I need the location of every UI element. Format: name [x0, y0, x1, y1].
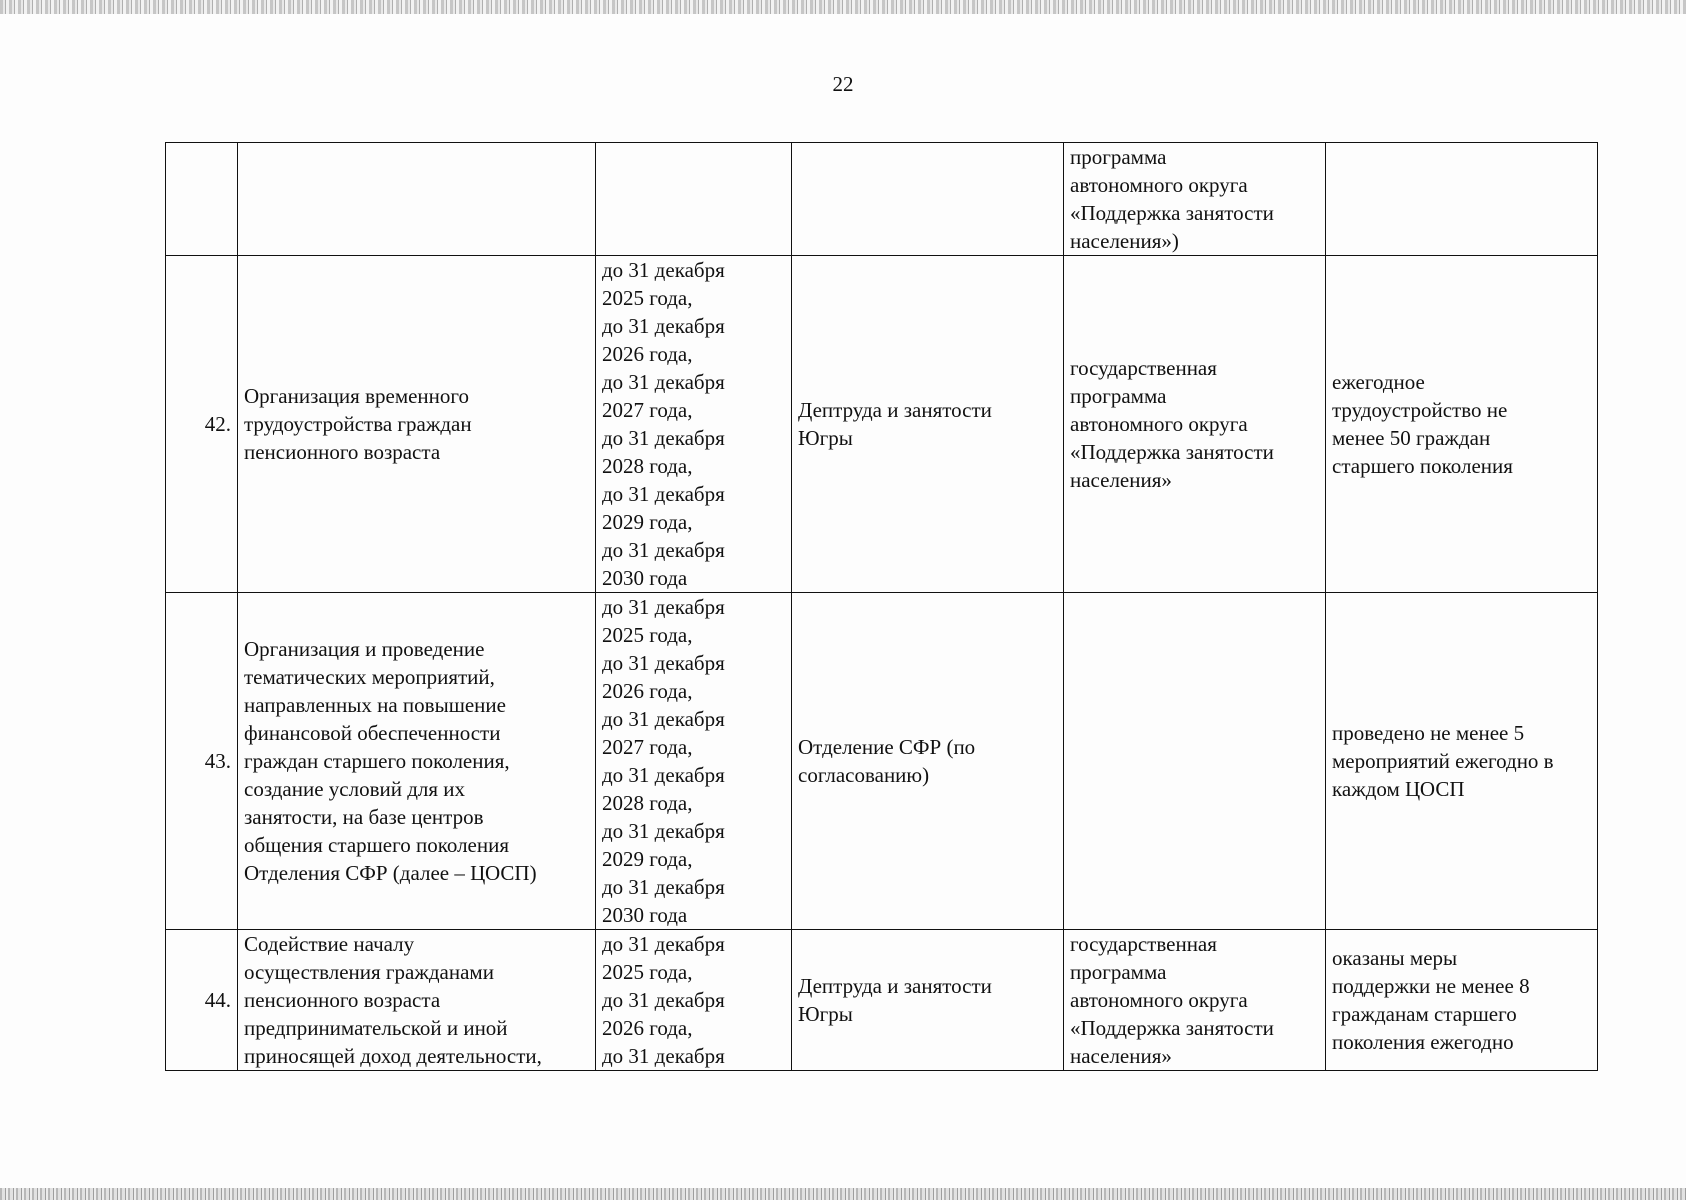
measure-text: Содействие началу осуществления гражданами пенсионного возраста предпринимательской и иной приносящей доход деятельности,	[244, 932, 542, 1068]
program-text: программа автономного округа «Поддержка занятости населения»)	[1070, 145, 1274, 253]
row-number-cell	[166, 143, 238, 256]
program-cell	[1064, 593, 1326, 930]
result-text: оказаны меры поддержки не менее 8 гражданам старшего поколения ежегодно	[1332, 946, 1530, 1054]
measure-text: Организация временного трудоустройства граждан пенсионного возраста	[244, 384, 472, 464]
executor-cell	[792, 256, 1064, 593]
measure-cell	[238, 256, 596, 593]
result-cell	[1326, 256, 1598, 593]
row-number-cell	[166, 930, 238, 1071]
row-number: 43.	[204, 749, 231, 773]
deadline-text: до 31 декабря 2025 года, до 31 декабря 2026 года, до 31 декабря 2027 года, до 31 декабря 2028 года, до 31 декабря 2029 года, до 31 декабря 2030 года	[602, 595, 725, 927]
executor-cell	[792, 143, 1064, 256]
program-text: государственная программа автономного округа «Поддержка занятости населения»	[1070, 356, 1274, 492]
scan-edge-bottom	[0, 1188, 1686, 1200]
measures-table	[165, 142, 1598, 1071]
row-number-cell	[166, 256, 238, 593]
scan-edge-top	[0, 0, 1686, 14]
page-number: 22	[832, 72, 854, 96]
measure-text: Организация и проведение тематических мероприятий, направленных на повышение финансовой обеспеченности граждан старшего поколения, создание условий для их занятости, на базе центров общения старшего поколения Отделения СФР (далее – ЦОСП)	[244, 637, 537, 885]
executor-cell	[792, 593, 1064, 930]
row-number: 44.	[204, 988, 231, 1012]
measure-cell	[238, 930, 596, 1071]
table-row	[166, 256, 1598, 593]
executor-cell	[792, 930, 1064, 1071]
measure-cell	[238, 593, 596, 930]
result-cell	[1326, 930, 1598, 1071]
program-text: государственная программа автономного округа «Поддержка занятости населения»	[1070, 932, 1274, 1068]
row-number-cell	[166, 593, 238, 930]
table-row	[166, 930, 1598, 1071]
deadline-cell	[596, 256, 792, 593]
deadline-text: до 31 декабря 2025 года, до 31 декабря 2026 года, до 31 декабря 2027 года, до 31 декабря 2028 года, до 31 декабря 2029 года, до 31 декабря 2030 года	[602, 258, 725, 590]
measure-cell	[238, 143, 596, 256]
program-cell	[1064, 256, 1326, 593]
result-cell	[1326, 593, 1598, 930]
result-text: проведено не менее 5 мероприятий ежегодно в каждом ЦОСП	[1332, 721, 1554, 801]
result-cell	[1326, 143, 1598, 256]
executor-text: Отделение СФР (по согласованию)	[798, 735, 976, 787]
executor-text: Дептруда и занятости Югры	[798, 974, 992, 1026]
row-number: 42.	[204, 412, 231, 436]
table-row	[166, 143, 1598, 256]
result-text: ежегодное трудоустройство не менее 50 граждан старшего поколения	[1332, 370, 1513, 478]
deadline-cell	[596, 143, 792, 256]
deadline-text: до 31 декабря 2025 года, до 31 декабря 2026 года, до 31 декабря	[602, 932, 725, 1068]
deadline-cell	[596, 930, 792, 1071]
executor-text: Дептруда и занятости Югры	[798, 398, 992, 450]
program-cell	[1064, 930, 1326, 1071]
deadline-cell	[596, 593, 792, 930]
program-cell	[1064, 143, 1326, 256]
table-row	[166, 593, 1598, 930]
